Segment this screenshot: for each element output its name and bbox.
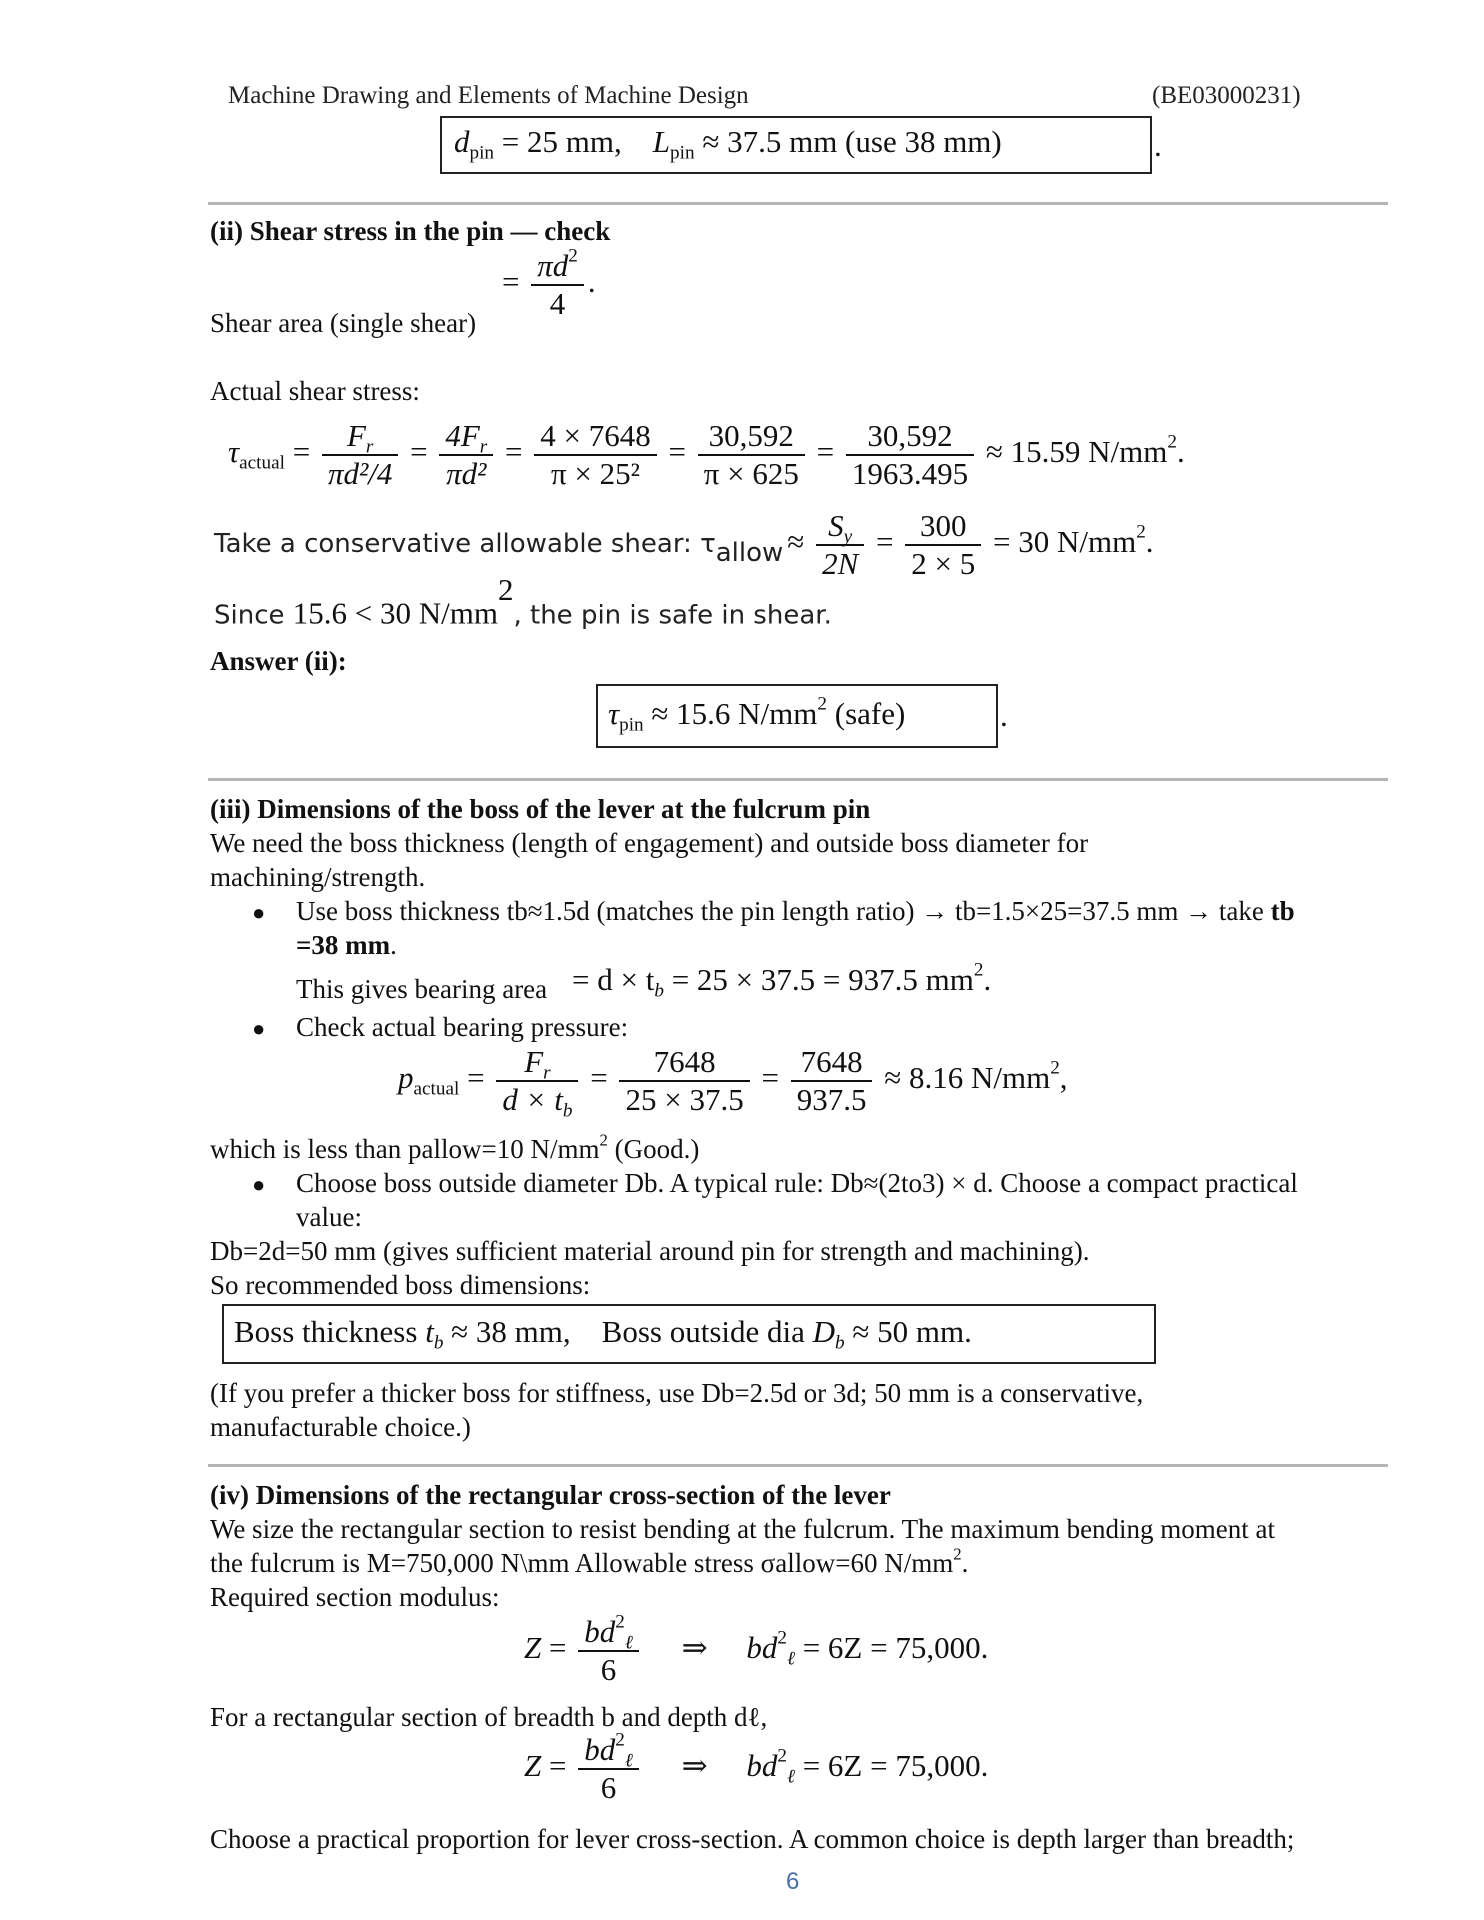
answer-value: ≈ 15.6 N/mm [651,696,818,731]
running-header-code: (BE03000231) [1152,82,1301,109]
allowable-shear-label: Take a conservative allowable shear: τ [214,528,716,559]
z2-rhs: = 6Z = 75,000. [802,1747,989,1783]
since-math: 15.6 < 30 N/mm [292,595,498,631]
section-iv-heading: (iv) Dimensions of the rectangular cross-section of the lever [210,1480,891,1510]
section-iii-intro-1: We need the boss thickness (length of engagement) and outside boss diameter for [210,828,1089,858]
tau-subscript: actual [239,452,285,474]
boss-thickness-line [296,896,1295,927]
frac4-num: 30,592 [698,418,805,456]
boss-box-c: Boss outside dia [601,1314,813,1349]
p-frac2-num: 7648 [619,1044,749,1082]
section-iv-line-2-text: the fulcrum is M=750,000 N\mm Allowable stress σallow=60 N/mm [210,1548,954,1578]
z2-den: 6 [600,1769,617,1805]
section-iii-intro-2: machining/strength. [210,862,426,892]
frac2-num: 4F [445,418,480,453]
section-iv-line-2: the fulcrum is M=750,000 N\mm Allowable stress σallow=60 $N/mm^2$. [210,1544,969,1578]
allow-frac1-den: 2N [822,545,859,581]
frac4-den: π × 625 [703,455,799,491]
bearing-math-b: = 25 × 37.5 = 937.5 mm [663,962,974,997]
l-subscript: pin [670,142,695,164]
frac3-num: 4 × 7648 [534,418,656,456]
pin-result-tail: . [1154,128,1162,163]
allow-frac1-num: S [828,508,844,543]
boss-thickness-bold-value: =38 mm [296,930,391,960]
boss-thickness-bold: tb [1270,896,1295,926]
bearing-pressure-check: Check actual bearing pressure: [296,1012,629,1042]
boss-thickness-tail: . [390,930,397,960]
p-frac3-den: 937.5 [796,1081,867,1117]
frac3-den: π × 25² [551,455,640,491]
p-subscript: actual [413,1078,460,1100]
bearing-pressure-result: ≈ 8.16 N/mm [884,1059,1051,1095]
shear-area-formula: = $\frac{\pi d^2}{4}$ . [502,245,596,321]
boss-dimensions-box [222,1304,1156,1364]
since-prefix: Since [214,600,293,631]
section-modulus-equation-1: Z = $\frac{bd^2_\ell}{6}$ ⇒ $bd^2_\ell = 6Z = 75,000$. [524,1611,989,1687]
allowable-shear-result: = 30 N/mm [992,523,1137,559]
z-den: 6 [600,1651,617,1687]
section-divider [208,1464,1388,1467]
frac2-den: πd² [446,455,487,491]
section-ii-heading: (ii) Shear stress in the pin — check [210,216,611,246]
d-value: = 25 mm, [501,124,622,159]
less-line-tail: (Good.) [607,1134,700,1164]
boss-diameter-line-1: Choose boss outside diameter Db. A typical rule: Db≈(2to3) × d. Choose a compact practical [296,1168,1298,1198]
frac1-num: F [346,418,366,453]
section-divider [208,202,1388,205]
answer-ii-box [596,684,998,748]
allow-subscript: allow [715,537,784,568]
since-suffix: , the pin is safe in shear. [513,600,832,631]
boss-diameter-line-2: value: [296,1202,362,1232]
p-frac2-den: 25 × 37.5 [625,1081,744,1117]
shear-area-label: Shear area (single shear) [210,308,477,338]
allowable-shear-line: Take a conservative allowable shear: $\tau_{allow}$ ≈ $\frac{S_y}{2N}$ = $\frac{300}{2 \times 5}$ = 30 $N/mm^2$. [214,508,1154,581]
section-divider [208,778,1388,781]
shear-area-numerator: πd [537,248,569,283]
actual-shear-result: ≈ 15.59 N/mm [985,433,1168,469]
frac1-den: πd²/4 [327,455,393,491]
running-header-title: Machine Drawing and Elements of Machine Design [228,82,749,109]
frac5-num: 30,592 [846,418,974,456]
d-subscript: pin [469,142,495,164]
bullet: ● [252,1016,266,1041]
answer-ii-label: Answer (ii): [210,646,347,676]
note-line-2: manufacturable choice.) [210,1412,471,1442]
boss-box-b: ≈ 38 mm, [443,1314,571,1349]
answer-tail: (safe) [834,696,906,731]
since-line: Since 15.6 < 30 $N/mm^2$, the pin is safe in shear. [214,572,832,631]
allow-frac2-den: 2 × 5 [911,545,976,581]
p-frac1-num: F [524,1044,544,1079]
bullet: ● [252,900,266,925]
actual-shear-label: Actual shear stress: [210,376,420,406]
pin-result-equation: $d_{pin} = 25$ mm, $L_{pin} \approx 37.5$ mm (use 38 mm) [454,124,1002,164]
z2-num: bd [584,1732,616,1767]
actual-shear-equation: $\tau_{actual}$ = $\frac{F_r}{\text{πd²/4}}$ = $\frac{4F_r}{\text{πd²}}$ = $\frac{4 \times 7648}{\text{π × 25²}}$ = $\frac{30,592}{\pi \times 625}$ = $\frac{30,592}{1963.495}$ ≈ 15.59 $N/mm^2$. [228,418,1185,491]
boss-box-d: ≈ 50 mm. [844,1314,972,1349]
rectangular-section-line: For a rectangular section of breadth b and depth dℓ, [210,1702,768,1732]
bearing-area-label: This gives bearing area [296,974,548,1004]
pin-result-box [440,116,1152,174]
boss-thickness-value [296,930,397,961]
z-rhs: = 6Z = 75,000. [802,1629,989,1665]
answer-ii-equation: $\tau_{pin} \approx 15.6$ $N/mm^2$ (safe) [608,693,906,736]
frac5-den: 1963.495 [851,455,969,491]
p-frac1-den: d × t [502,1081,563,1117]
bearing-pressure-equation: $p_{actual}$ = $\frac{F_r}{d \times t_b}$ = $\frac{7648}{25 \times 37.5}$ = $\frac{7648}{937.5}$ ≈ 8.16 $N/mm^2$, [398,1044,1068,1122]
shear-area-denominator: 4 [549,285,566,321]
section-iv-line-2-tail: . [961,1548,969,1578]
section-modulus-equation-2: Z = $\frac{bd^2_\ell}{6}$ ⇒ $bd^2_\ell = 6Z = 75,000$. [524,1729,989,1805]
boss-dimensions-equation: Boss thickness $t_b \approx 38$ mm, Boss outside dia $D_b \approx 50$ mm. [234,1314,972,1354]
db-value-line: Db=2d=50 mm (gives sufficient material around pin for strength and machining). [210,1236,1090,1266]
section-iii-heading: (iii) Dimensions of the boss of the lever at the fulcrum pin [210,794,871,824]
l-value: ≈ 37.5 mm (use 38 mm) [702,124,1002,159]
practical-proportion-line: Choose a practical proportion for lever cross-section. A common choice is depth larger than breadth; [210,1824,1295,1854]
bullet: ● [252,1172,266,1197]
bearing-area-equation: = $d \times t_b = 25 \times 37.5 = 937.5$ $mm^2$. [572,959,992,1002]
less-line-text: which is less than pallow=10 N/mm [210,1134,600,1164]
section-iv-line-1: We size the rectangular section to resist bending at the fulcrum. The maximum bending moment at [210,1514,1276,1544]
answer-period: . [1000,698,1008,733]
p-frac3-num: 7648 [791,1044,873,1082]
note-line-1: (If you prefer a thicker boss for stiffness, use Db=2.5d or 3d; 50 mm is a conservative, [210,1378,1144,1408]
less-than-allowable: which is less than pallow=10 $N/mm^2$ (Good.) [210,1130,700,1164]
page-number: 6 [786,1868,800,1895]
section-modulus-label: Required section modulus: [210,1582,500,1612]
bearing-math-a: = d × t [572,962,655,997]
z-num: bd [584,1614,616,1649]
recommended-line: So recommended boss dimensions: [210,1270,591,1300]
boss-box-a: Boss thickness [234,1314,426,1349]
allow-frac2-num: 300 [905,508,981,546]
answer-subscript: pin [619,714,644,736]
boss-thickness-text: Use boss thickness tb≈1.5d (matches the pin length ratio) → tb=1.5×25=37.5 mm → take [296,896,1271,926]
